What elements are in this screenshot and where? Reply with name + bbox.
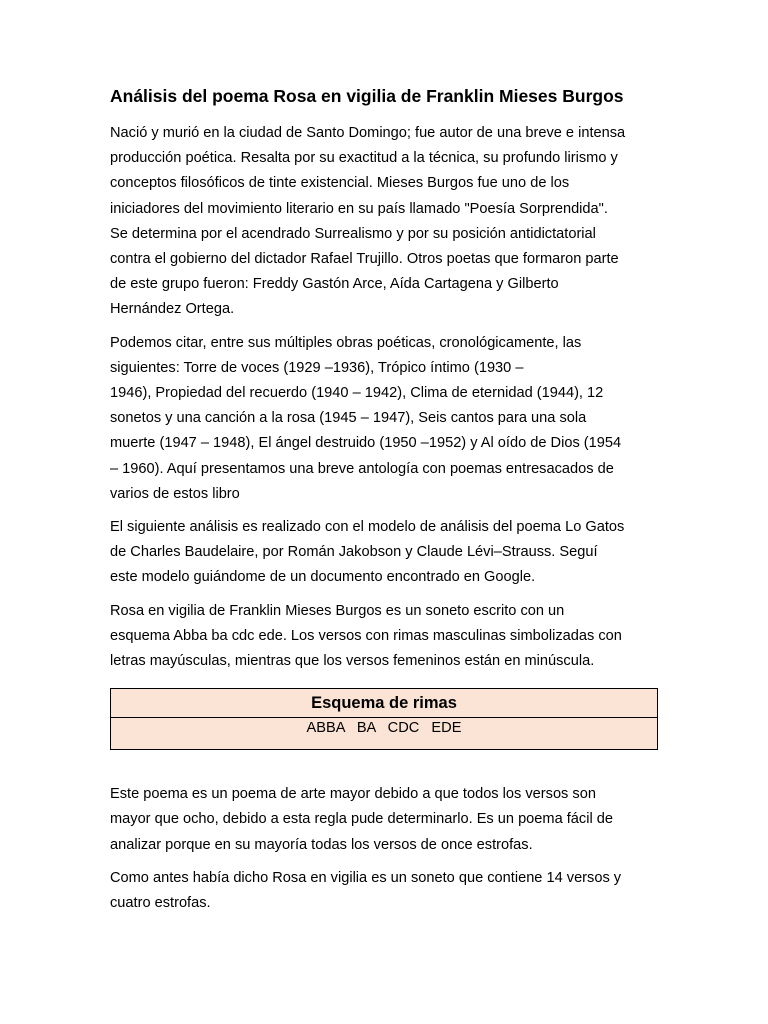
paragraph-soneto [110,866,660,916]
rhyme-table-header: Esquema de rimas [111,689,658,718]
text-line: mayor que ocho, debido a esta regla pude determinarlo. Es un poema fácil de [110,811,613,828]
text-line: esquema Abba ba cdc ede. Los versos con rimas masculinas simbolizadas con [110,627,622,644]
paragraph-arte-mayor [110,782,660,858]
text-line: Como antes había dicho Rosa en vigilia es un soneto que contiene 14 versos y [110,869,622,886]
rhyme-scheme-table [110,688,658,750]
text-line: analizar porque en su mayoría todas los versos de once estrofas. [110,836,533,853]
text-line: Hernández Ortega. [110,301,235,318]
text-line: cuatro estrofas. [110,895,211,912]
text-line: – 1960). Aquí presentamos una breve antología con poemas entresacados de [110,460,614,477]
text-line: Podemos citar, entre sus múltiples obras poéticas, cronológicamente, las [110,334,582,351]
text-line: varios de estos libro [110,485,240,502]
text-line: Rosa en vigilia de Franklin Mieses Burgos es un soneto escrito con un [110,602,565,619]
document-page [110,85,660,924]
text-line: producción poética. Resalta por su exactitud a la técnica, su profundo lirismo y [110,150,618,167]
text-line: de Charles Baudelaire, por Román Jakobson y Claude Lévi–Strauss. Seguí [110,544,598,561]
rhyme-table-scheme: ABBA BA CDC EDE [111,718,658,750]
text-line: letras mayúsculas, mientras que los versos femeninos están en minúscula. [110,653,595,670]
text-line: El siguiente análisis es realizado con el modelo de análisis del poema Lo Gatos [110,519,625,536]
text-line: sonetos y una canción a la rosa (1945 – 1947), Seis cantos para una sola [110,410,587,427]
text-line: conceptos filosóficos de tinte existencial. Mieses Burgos fue uno de los [110,175,570,192]
text-line: muerte (1947 – 1948), El ángel destruido (1950 –1952) y Al oído de Dios (1954 [110,435,622,452]
document-title: Análisis del poema Rosa en vigilia de Franklin Mieses Burgos [110,86,624,106]
text-line: de este grupo fueron: Freddy Gastón Arce, Aída Cartagena y Gilberto [110,276,559,293]
paragraph-method [110,515,660,591]
text-line: Se determina por el acendrado Surrealismo y por su posición antidictatorial [110,225,596,242]
text-line: Este poema es un poema de arte mayor debido a que todos los versos son [110,786,596,803]
paragraph-scheme [110,599,660,675]
text-line: este modelo guiándome de un documento encontrado en Google. [110,569,536,586]
paragraph-works [110,331,660,507]
table-row [111,718,658,750]
text-line: 1946), Propiedad del recuerdo (1940 – 1942), Clima de eternidad (1944), 12 [110,385,604,402]
text-line: siguientes: Torre de voces (1929 –1936), Trópico íntimo (1930 – [110,359,524,376]
text-line: Nació y murió en la ciudad de Santo Domingo; fue autor de una breve e intensa [110,125,626,141]
paragraph-biography [110,121,660,323]
table-row [111,689,658,718]
text-line: contra el gobierno del dictador Rafael Trujillo. Otros poetas que formaron parte [110,251,619,268]
text-line: iniciadores del movimiento literario en su país llamado "Poesía Sorprendida". [110,200,608,217]
